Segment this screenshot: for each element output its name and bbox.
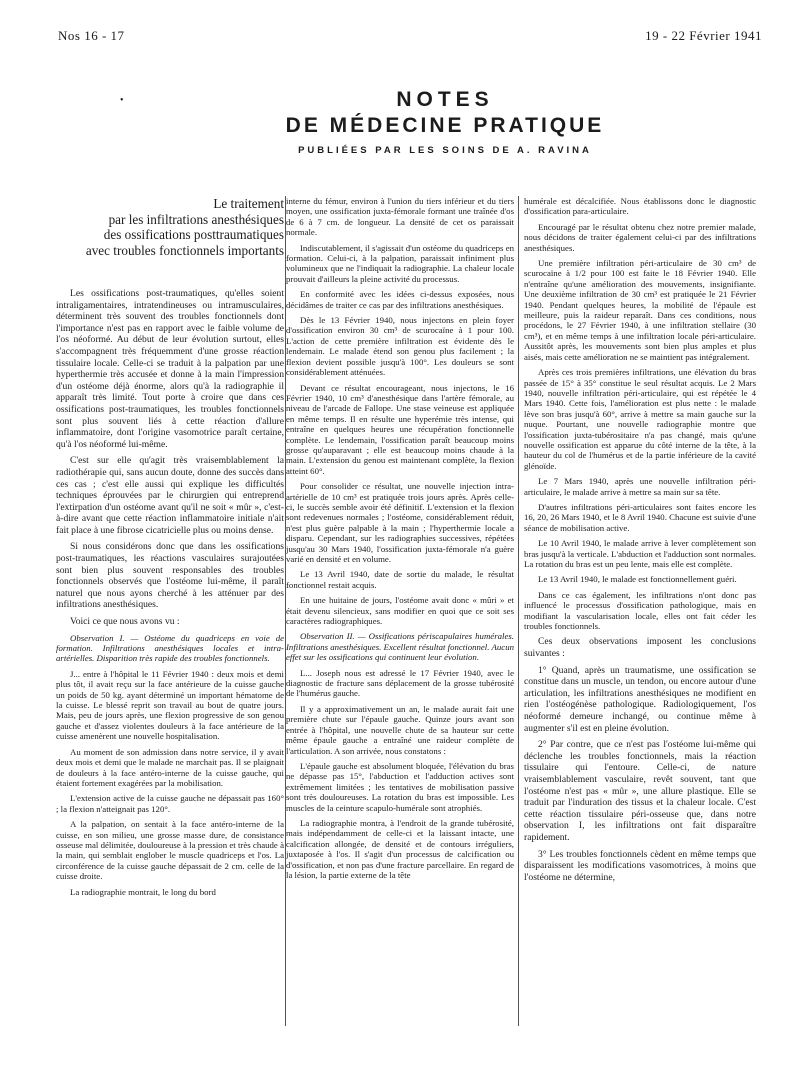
- dot-mark: •: [120, 95, 124, 106]
- paragraph: J... entre à l'hôpital le 11 Février 1940 : deux mois et demi plus tôt, il avait reçu sur la face antérieure de la cuisse gauche un poids de 50 kg. ayant déterminé un important hématome de la cuisse. Le blessé reprit son travail au bout de quatre jours. Mais, peu de jours après, une flexion progressive de son genou gauche et d'assez violentes douleurs à la face antérieure de la cuisse amenèrent une nouvelle hospitalisation.: [56, 668, 284, 742]
- paragraph: En une huitaine de jours, l'ostéome avait donc « mûri » et était devenu silencieux, sans modifier en quoi que ce soit ses caractères radiographiques.: [286, 595, 514, 627]
- paragraph: Il y a approximativement un an, le malade aurait fait une première chute sur l'épaule gauche. Quinze jours avant son entrée à l'hôpital, une nouvelle chute de sa hauteur sur cette même épaule gauche a entraîné une raideur complète de l'articulation. A son arrivée, nous constatons :: [286, 703, 514, 756]
- article-title: Le traitement par les infiltrations anesthésiques des ossifications posttraumatiques avec troubles fonctionnels importants: [85, 196, 284, 258]
- conclusions-intro: Ces deux observations imposent les conclusions suivantes :: [524, 636, 756, 660]
- paragraph: A la palpation, on sentait à la face antéro-interne de la cuisse, en son milieu, une grosse masse dure, de consistance osseuse mal délimitée, douloureuse à la pression et très chaude à la main, qui semblait englober le muscle quadriceps et l'os. La circonférence de la cuisse gauche dépassait de 2 cm. celle de la cuisse droite.: [56, 819, 284, 882]
- conclusion-2: 2° Par contre, que ce n'est pas l'ostéome lui-même qui déclenche les troubles fonctionnels, mais la réaction tissulaire qui l'entoure. Celle-ci, de nature vraisemblablement vasculaire, revêt souvent, tant que l'ostéome n'est pas « mûr », une allure plastique. Elle se traduit par l'induration des tissus et la chaleur locale. C'est cette réaction tissulaire péri-osseuse que, dans notre observation I, les infiltrations ont fait disparaître rapidement.: [524, 739, 756, 843]
- observation-1-heading: Observation I. — Ostéome du quadriceps en voie de formation. Infiltrations anesthésiques locales et intra-artérielles. Disparition très rapide des troubles fonctionnels.: [56, 632, 284, 664]
- paragraph: Si nous considérons donc que dans les ossifications post-traumatiques, les réactions vasculaires surajoutées sont bien plus souvent responsables des troubles fonctionnels observés que l'ostéome lui-même, il paraît naturel que nous ayons cherché à les atténuer par des infiltrations anesthésiques.: [56, 541, 284, 611]
- paragraph: La radiographie montra, à l'endroit de la grande tubérosité, mais indépendamment de celle-ci et la laissant intacte, une calcification allongée, de densité et de contours irréguliers, juxtaposée à l'os. Il s'agit d'un processus de calcification ou d'ossification, et non pas d'une fracture parcellaire. En regard de la lésion, la partie externe de la tête: [286, 817, 514, 880]
- paragraph: Le 13 Avril 1940, date de sortie du malade, le résultat fonctionnel restait acquis.: [286, 569, 514, 590]
- masthead-editor: PUBLIÉES PAR LES SOINS DE A. RAVINA: [298, 145, 592, 156]
- column-1: [56, 196, 284, 1026]
- paragraph: Le 13 Avril 1940, le malade est fonctionnellement guéri.: [538, 574, 737, 585]
- paragraph: Indiscutablement, il s'agissait d'un ostéome du quadriceps en formation. Celui-ci, à la palpation, paraissait infiniment plus volumineux que ne l'indiquait la radiographie. La chaleur locale prouvait d'ailleurs la pleine activité du processus.: [286, 242, 514, 284]
- paragraph: Dès le 13 Février 1940, nous injectons en plein foyer d'ossification environ 30 cm³ de scurocaïne à 1 pour 100. L'action de cette première infiltration est évidente dès le lendemain. Le malade étend son genou plus facilement ; la flexion devient possible jusqu'à 100°. Les douleurs se sont considérablement atténuées.: [286, 315, 514, 378]
- paragraph: interne du fémur, environ à l'union du tiers inférieur et du tiers moyen, une ossification juxta-fémorale formant une traînée d'os de 6 à 7 cm. de longueur. La densité de cet os paraissait normale.: [286, 196, 514, 238]
- paragraph: Le 10 Avril 1940, le malade arrive à lever complètement son bras jusqu'à la verticale. L'abduction et l'adduction sont normales. La rotation du bras est un peu lente, mais elle est complète.: [524, 538, 756, 569]
- paragraph: C'est sur elle qu'agit très vraisemblablement la radiothérapie qui, sans aucun doute, donne des succès dans ces cas ; c'est elle aussi qui explique les difficultés techniques éprouvées par le chirurgien qui entreprend l'extirpation d'un ostéome avant qu'il ne soit « mûr », c'est-à-dire avant que cette réaction inflammatoire initiale n'ait fait place à une fibrose cicatricielle plus ou moins dense.: [56, 455, 284, 536]
- paragraph: Pour consolider ce résultat, une nouvelle injection intra-artérielle de 10 cm³ est pratiquée trois jours après. Après celle-ci, le succès semble avoir été définitif. L'extension et la flexion sont redevenues normales ; l'ostéome, considérablement réduit, n'est plus guère palpable à la main ; l'hyperthermie locale a disparu. Cependant, sur les radiographies successives, répétées jusqu'au 30 Mars 1940, l'ossification juxta-fémorale n'a guère varié en densité et en volume.: [286, 481, 514, 564]
- paragraph: Dans ce cas également, les infiltrations n'ont donc pas influencé le processus d'ossification pathologique, mais en modifiant la vascularisation locale, elles ont fait céder les troubles fonctionnels.: [524, 589, 756, 632]
- column-rule-2: [518, 196, 519, 1026]
- paragraph: Devant ce résultat encourageant, nous injectons, le 16 Février 1940, 10 cm³ d'anesthésique dans l'artère fémorale, au niveau de l'arcade de Fallope. Une stase veineuse est appliquée en même temps. Il en résulte une hyperémie très intense, qui entraîne en quelques heures une récupération fonctionnelle complète. Le lendemain, l'ossification paraît beaucoup moins grosse qu'auparavant ; elle est beaucoup moins chaude à la main. L'extension du genou est maintenant complète, la flexion atteint 60°.: [286, 382, 514, 476]
- conclusion-3: 3° Les troubles fonctionnels cèdent en même temps que disparaissent les modifications vasomotrices, à moins que l'ostéome ne détermine,: [524, 848, 756, 883]
- paragraph: Le 7 Mars 1940, après une nouvelle infiltration péri-articulaire, le malade arrive à mettre sa main sur sa tête.: [524, 476, 756, 497]
- paragraph: En conformité avec les idées ci-dessus exposées, nous décidâmes de traiter ce cas par des infiltrations anesthésiques.: [286, 289, 514, 310]
- paragraph: Une première infiltration péri-articulaire de 30 cm³ de scurocaïne à 1/2 pour 100 est faite le 18 Février 1940. Elle n'entraîne qu'une amélioration des mouvements, insignifiante. Une deuxième infiltration de 30 cm³ est pratiquée le 21 Février 1940. Pendant quelques heures, la mobilité de l'épaule est meilleure, puis la raideur reparaît. Dans ces conditions, nous procédons, le 27 Février 1940, à une infiltration stellaire (30 cm³), et en même temps à une infiltration locale péri-articulaire. Aussitôt après, les mouvements sont bien plus amples et plus aisés, mais cette amélioration ne se maintient pas intégralement.: [524, 258, 756, 362]
- column-3: [524, 196, 756, 1026]
- paragraph: L'extension active de la cuisse gauche ne dépassait pas 160° ; la flexion n'atteignait pas 120°.: [56, 793, 284, 814]
- conclusion-1: 1° Quand, après un traumatisme, une ossification se constitue dans un muscle, un tendon, ou encore autour d'une articulation, les infiltrations anesthésiques ne modifient en rien l'ostéogénèse pathologique. Radiologiquement, l'os néoformé demeure inchangé, ou continue même à augmenter s'il est en pleine évolution.: [524, 664, 756, 734]
- paragraph: L... Joseph nous est adressé le 17 Février 1940, avec le diagnostic de fracture sans déplacement de la grosse tubérosité de l'humérus gauche.: [286, 667, 514, 699]
- paragraph: Après ces trois premières infiltrations, une élévation du bras passée de 15° à 35° constitue le seul résultat acquis. Le 2 Mars 1940, nouvelle infiltration péri-articulaire, qui est répétée le 4 Mars 1940. Cette fois, l'amélioration est plus nette : le malade lève son bras jusqu'à 60°, arrive à mettre sa main gauche sur la nuque. Pourtant, une nouvelle radiographie montre que l'ossification juxta-tubérositaire n'a pas changé, mais qu'une nouvelle ossification est apparue du côté interne de la tête, à la hauteur du col de l'humérus et de la partie inférieure de la cavité glénoïde.: [524, 367, 756, 471]
- paragraph: L'épaule gauche est absolument bloquée, l'élévation du bras ne dépasse pas 15°, l'abduction et l'adduction actives sont extrêmement limitées ; les tentatives de mobilisation passive sont très douloureuses. La rotation du bras est impossible. Les muscles de la ceinture scapulo-humérale sont atrophiés.: [286, 760, 514, 813]
- column-2: [286, 196, 514, 1026]
- issue-date: 19 - 22 Février 1941: [645, 28, 762, 43]
- masthead-medecine: DE MÉDECINE PRATIQUE: [285, 114, 605, 137]
- masthead-notes: NOTES: [396, 88, 494, 111]
- paragraph: humérale est décalcifiée. Nous établissons donc le diagnostic d'ossification para-articulaire.: [524, 196, 756, 217]
- paragraph: D'autres infiltrations péri-articulaires sont faites encore les 16, 20, 26 Mars 1940, et le 8 Avril 1940. Chacune est suivie d'une séance de mobilisation active.: [524, 501, 756, 533]
- paragraph: Au moment de son admission dans notre service, il y avait deux mois et demi que le malade ne marchait pas. Il se plaignait de douleurs à la face antéro-interne de la cuisse gauche, qui étaient fortement exagérées par la mobilisation.: [56, 746, 284, 788]
- observation-2-heading: Observation II. — Ossifications périscapulaires humérales. Infiltrations anesthésiques. Excellent résultat fonctionnel. Aucun effet sur les ossifications qui continuent leur évolution.: [286, 631, 514, 663]
- issue-number: Nos 16 - 17: [58, 28, 125, 43]
- paragraph: Encouragé par le résultat obtenu chez notre premier malade, nous décidons de traiter également celui-ci par des infiltrations anesthésiques.: [524, 221, 756, 253]
- paragraph: La radiographie montrait, le long du bord: [70, 886, 216, 897]
- masthead: [0, 88, 800, 156]
- paragraph: Voici ce que nous avons vu :: [70, 616, 180, 628]
- paragraph: Les ossifications post-traumatiques, qu'elles soient intraligamentaires, intratendineuses ou intramusculaires, déterminent très souvent des troubles fonctionnels dont l'importance n'est pas en rapport avec le faible volume de l'os néoformé. Au début de leur évolution surtout, elles s'accompagnent très fréquemment d'une grosse réaction tissulaire locale. Celle-ci se traduit à la palpation par une hyperthermie très accusée et donne à la main l'impression d'un ostéome déjà énorme, alors qu'à la radiographie il apparaît très limité. Tout porte à croire que dans ces ossifications post-traumatiques, les troubles fonctionnels sont plus souvent liés à cette réaction d'allure inflammatoire, dont l'origine vasomotrice paraît certaine, qu'à l'os néoformé lui-même.: [56, 288, 284, 450]
